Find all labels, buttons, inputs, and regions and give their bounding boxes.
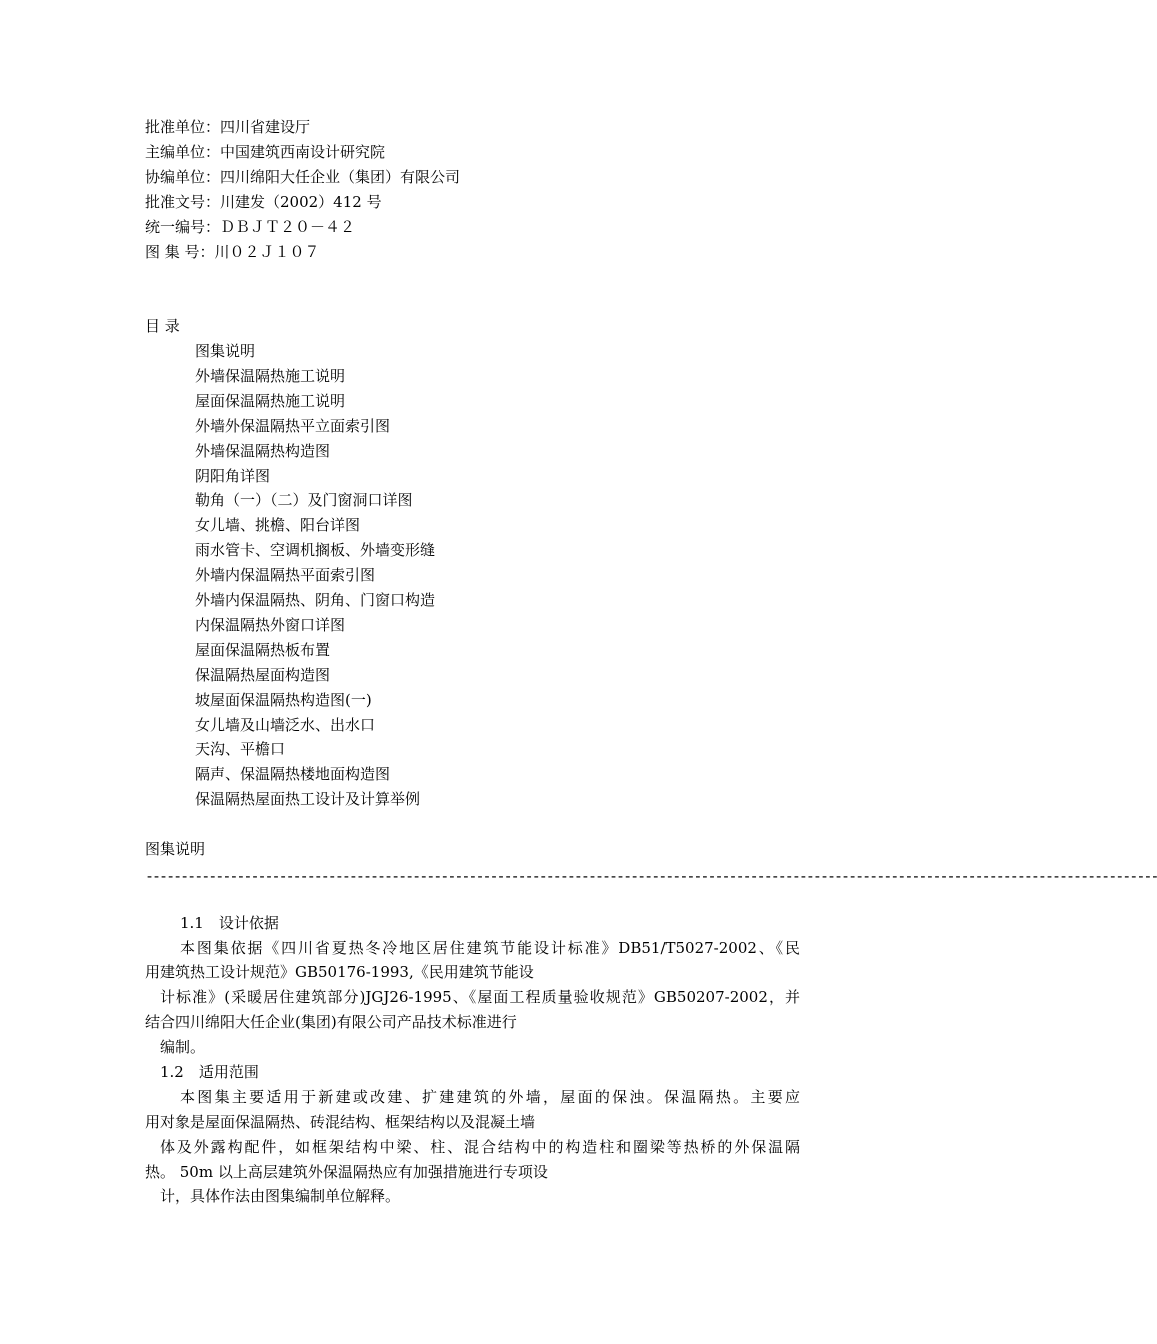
approval-document-number: 批准文号：川建发（2002）412 号 xyxy=(145,193,382,211)
paragraph-line: 本图集依据《四川省夏热冬冷地区居住建筑节能设计标准》DB51/T5027-2002、《民 xyxy=(180,939,800,957)
toc-item: 外墙内保温隔热、阴角、门窗口构造 xyxy=(195,591,436,609)
co-editor-unit: 协编单位：四川绵阳大任企业（集团）有限公司 xyxy=(145,168,461,186)
toc-item: 屋面保温隔热板布置 xyxy=(195,641,331,659)
toc-item: 屋面保温隔热施工说明 xyxy=(195,392,346,410)
toc-item: 外墙保温隔热施工说明 xyxy=(195,367,346,385)
paragraph-line: 用建筑热工设计规范》GB50176-1993,《民用建筑节能设 xyxy=(145,963,534,981)
toc-item: 阴阳角详图 xyxy=(195,467,271,485)
toc-item: 外墙内保温隔热平面索引图 xyxy=(195,566,376,584)
paragraph-line: 热。 50m 以上高层建筑外保温隔热应有加强措施进行专项设 xyxy=(145,1163,548,1181)
toc-item: 雨水管卡、空调机搁板、外墙变形缝 xyxy=(195,541,436,559)
toc-item: 图集说明 xyxy=(195,342,256,360)
paragraph-line: 编制。 xyxy=(160,1038,206,1056)
atlas-number: 图 集 号：川０２Ｊ１０７ xyxy=(145,243,320,261)
toc-item: 外墙保温隔热构造图 xyxy=(195,442,331,460)
chief-editor-unit: 主编单位：中国建筑西南设计研究院 xyxy=(145,143,386,161)
subsection-heading-design-basis: 1.1 设计依据 xyxy=(180,914,279,932)
toc-item: 保温隔热屋面构造图 xyxy=(195,666,331,684)
paragraph-line: 结合四川绵阳大任企业(集团)有限公司产品技术标准进行 xyxy=(145,1013,517,1031)
toc-item: 隔声、保温隔热楼地面构造图 xyxy=(195,765,391,783)
toc-title: 目 录 xyxy=(145,317,180,335)
toc-item: 坡屋面保温隔热构造图(一) xyxy=(195,691,372,709)
toc-item: 勒角（一）（二）及门窗洞口详图 xyxy=(195,491,413,509)
section-divider: ------------------------------------------------------------------------------------------------------------------------------------------------ xyxy=(145,867,1157,885)
paragraph-line: 本图集主要适用于新建或改建、扩建建筑的外墙，屋面的保浊。保温隔热。主要应 xyxy=(180,1088,800,1106)
toc-item: 内保温隔热外窗口详图 xyxy=(195,616,346,634)
paragraph-line: 计标准》(采暖居住建筑部分)JGJ26-1995、《屋面工程质量验收规范》GB50207-2002，并 xyxy=(160,988,800,1006)
section-title: 图集说明 xyxy=(145,840,206,858)
toc-item: 女儿墙、挑檐、阳台详图 xyxy=(195,516,361,534)
subsection-heading-scope: 1.2 适用范围 xyxy=(160,1063,259,1081)
toc-item: 保温隔热屋面热工设计及计算举例 xyxy=(195,790,421,808)
approval-unit: 批准单位：四川省建设厅 xyxy=(145,118,311,136)
toc-item: 天沟、平檐口 xyxy=(195,740,286,758)
paragraph-line: 用对象是屋面保温隔热、砖混结构、框架结构以及混凝土墙 xyxy=(145,1113,536,1131)
toc-item: 外墙外保温隔热平立面索引图 xyxy=(195,417,391,435)
unified-code: 统一编号：ＤＢＪＴ２０－４２ xyxy=(145,218,356,236)
paragraph-line: 计，具体作法由图集编制单位解释。 xyxy=(160,1187,401,1205)
toc-item: 女儿墙及山墙泛水、出水口 xyxy=(195,716,376,734)
paragraph-line: 体及外露构配件，如框架结构中梁、柱、混合结构中的构造柱和圈梁等热桥的外保温隔 xyxy=(160,1138,800,1156)
